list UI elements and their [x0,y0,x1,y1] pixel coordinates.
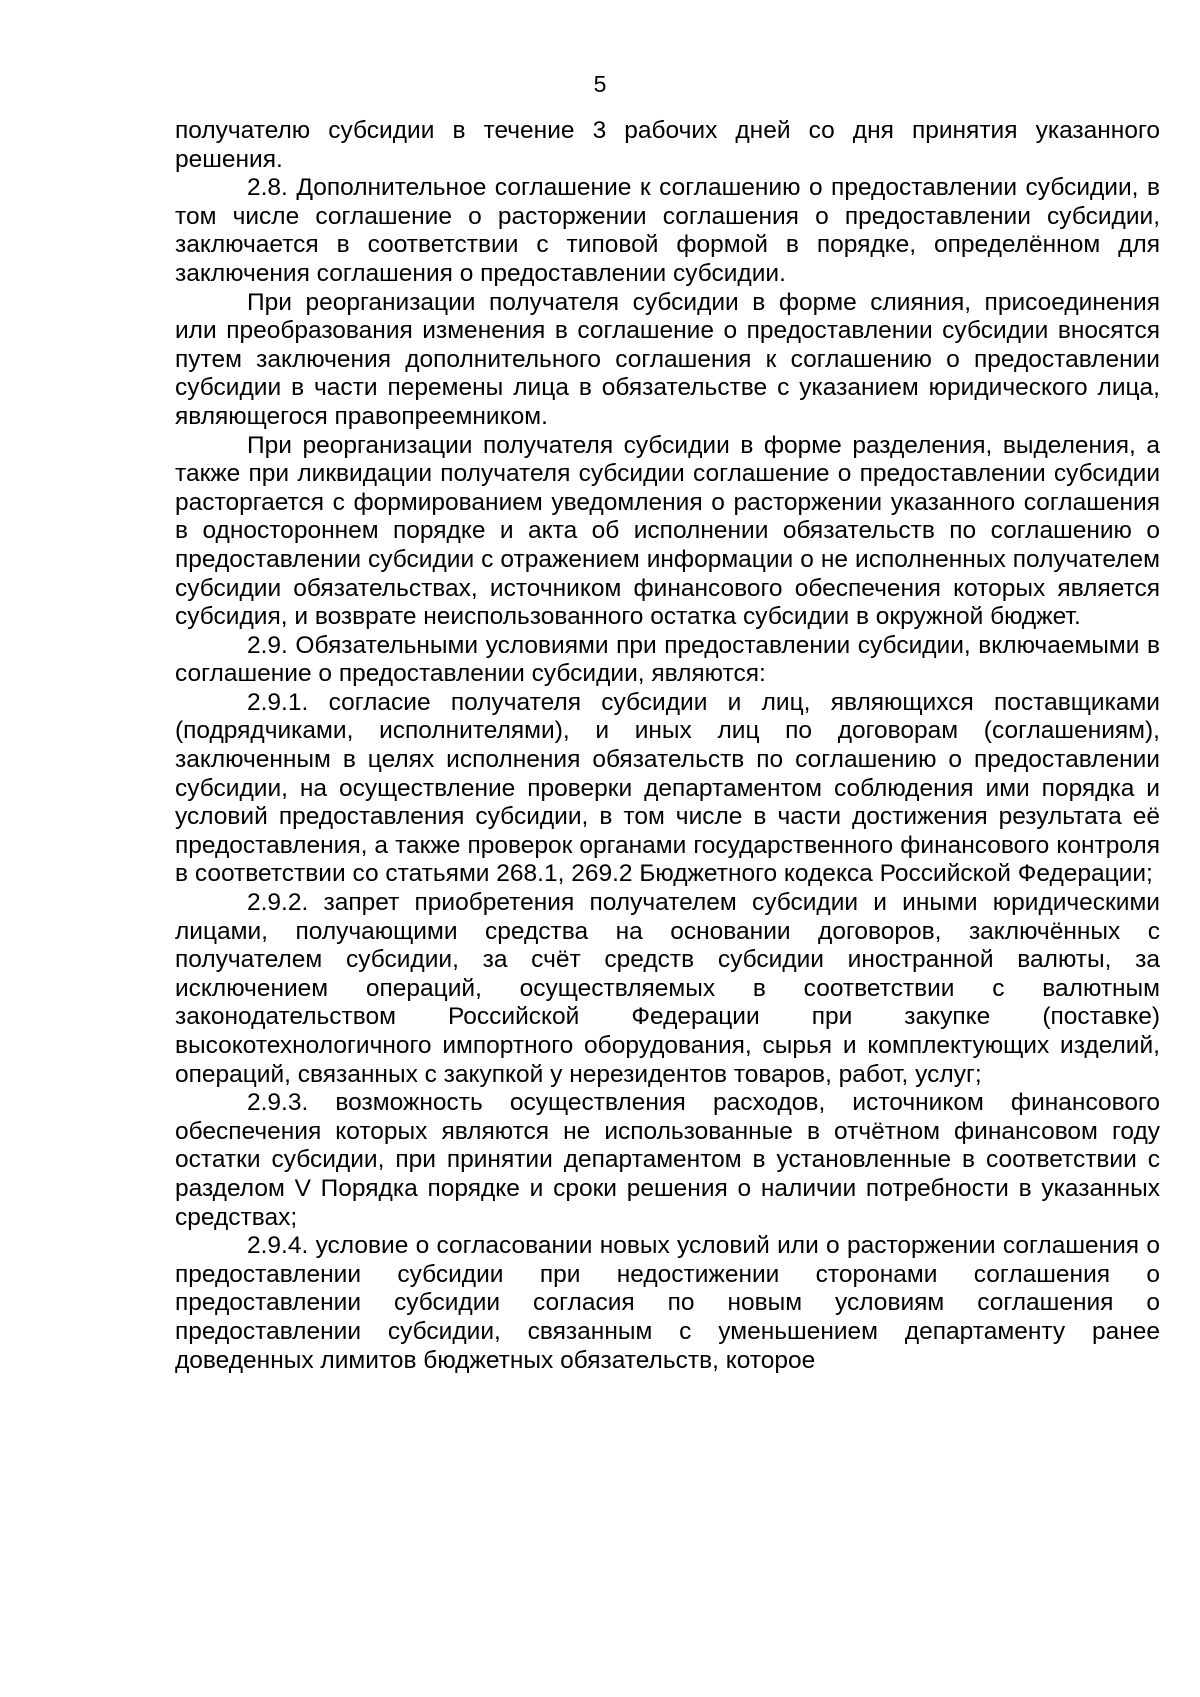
paragraph-2-9-2: 2.9.2. запрет приобретения получателем субсидии и иными юридическими лицами, получающими средства на основании договоров, заключённых с получателем субсидии, за счёт средств субсидии иностранной валюты, за исключением операций, осуществляемых в соответствии с валютным законодательством Российской Федерации при закупке (поставке) высокотехнологичного импортного оборудования, сырья и комплектующих изделий, операций, связанных с закупкой у нерезидентов товаров, работ, услуг; [175,889,1160,1088]
paragraph-2-9-1: 2.9.1. согласие получателя субсидии и лиц, являющихся поставщиками (подрядчиками, исполнителями), и иных лиц по договорам (соглашениям), заключенным в целях исполнения обязательств по соглашению о предоставлении субсидии, на осуществление проверки департаментом соблюдения ими порядка и условий предоставления субсидии, в том числе в части достижения результата её предоставления, а также проверок органами государственного финансового контроля в соответствии со статьями 268.1, 269.2 Бюджетного кодекса Российской Федерации; [175,688,1160,888]
paragraph-continuation: получателю субсидии в течение 3 рабочих дней со дня принятия указанного решения. [175,117,1160,173]
document-body [175,117,1160,1375]
paragraph-2-8: 2.8. Дополнительное соглашение к соглашению о предоставлении субсидии, в том числе соглашение о расторжении соглашения о предоставлении субсидии, заключается в соответствии с типовой формой в порядке, определённом для заключения соглашения о предоставлении субсидии. [175,174,1160,287]
paragraph-2-9-3: 2.9.3. возможность осуществления расходов, источником финансового обеспечения которых являются не использованные в отчётном финансовом году остатки субсидии, при принятии департаментом в установленные в соответствии с разделом V Порядка порядке и сроки решения о наличии потребности в указанных средствах; [175,1089,1160,1231]
paragraph-2-9: 2.9. Обязательными условиями при предоставлении субсидии, включаемыми в соглашение о предоставлении субсидии, являются: [175,631,1160,688]
paragraph-reorganization-merger: При реорганизации получателя субсидии в форме слияния, присоединения или преобразования изменения в соглашение о предоставлении субсидии вносятся путем заключения дополнительного соглашения к соглашению о предоставлении субсидии в части перемены лица в обязательстве с указанием юридического лица, являющегося правопреемником. [175,288,1160,430]
paragraph-2-9-4: 2.9.4. условие о согласовании новых условий или о расторжении соглашения о предоставлении субсидии при недостижении сторонами соглашения о предоставлении субсидии согласия по новым условиям соглашения о предоставлении субсидии, связанным с уменьшением департаменту ранее доведенных лимитов бюджетных обязательств, которое [175,1232,1160,1374]
paragraph-reorganization-division: При реорганизации получателя субсидии в форме разделения, выделения, а также при ликвидации получателя субсидии соглашение о предоставлении субсидии расторгается с формированием уведомления о расторжении указанного соглашения в одностороннем порядке и акта об исполнении обязательств по соглашению о предоставлении субсидии с отражением информации о не исполненных получателем субсидии обязательствах, источником финансового обеспечения которых является субсидия, и возврате неиспользованного остатка субсидии в окружной бюджет. [175,431,1160,631]
page-number: 5 [593,71,607,97]
